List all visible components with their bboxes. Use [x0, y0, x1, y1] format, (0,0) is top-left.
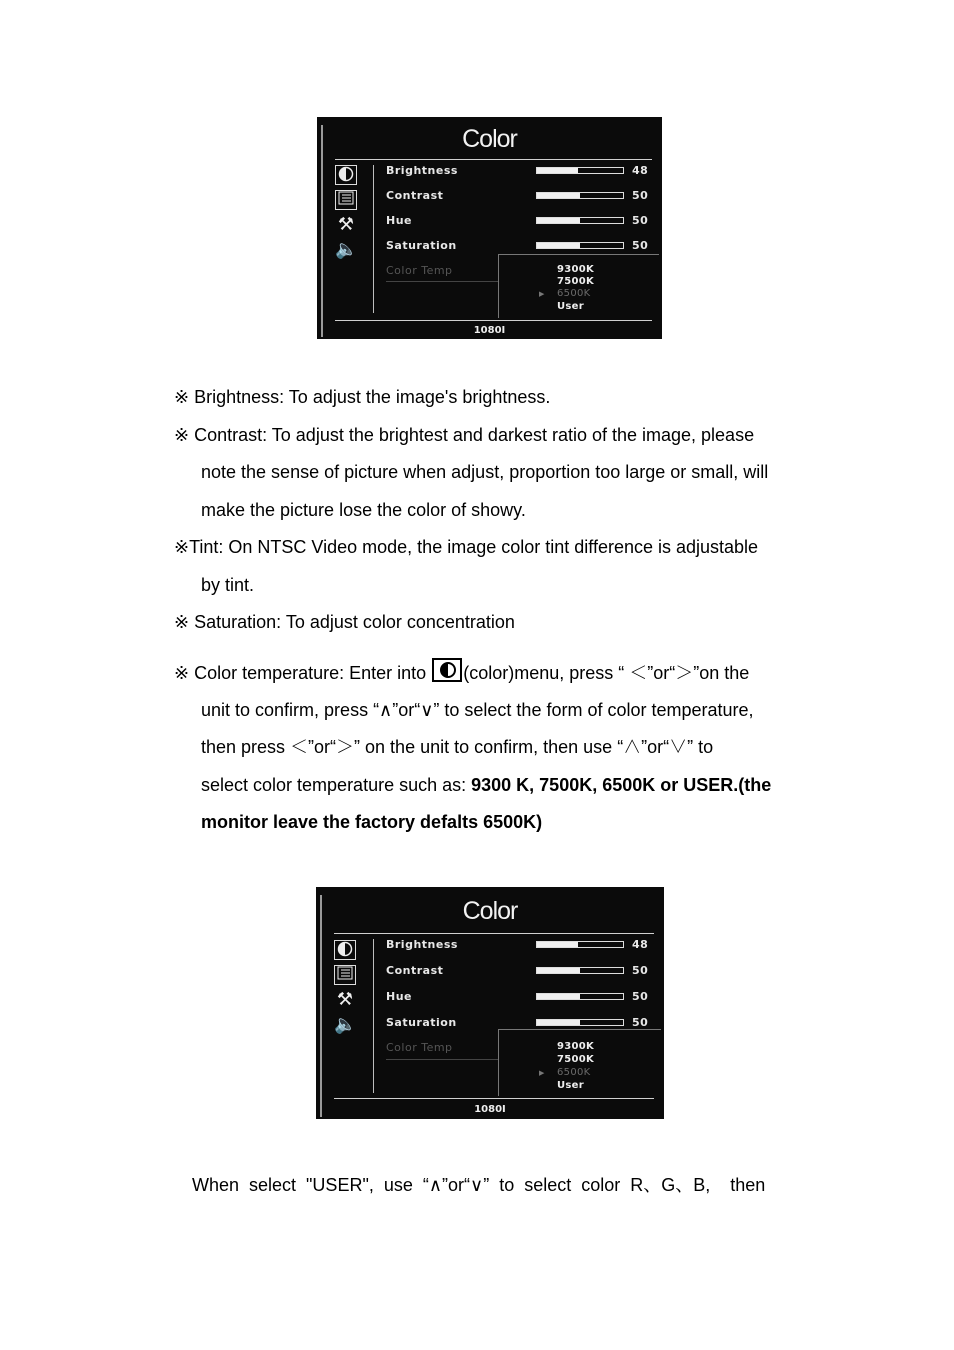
tools-icon: ⚒ [336, 989, 354, 1010]
option-6500k: 6500K [557, 288, 591, 299]
color-temp-note-line5: monitor leave the factory defalts 6500K) [201, 812, 543, 832]
level-bar [536, 1019, 624, 1026]
row-label: Contrast [386, 964, 444, 977]
left-edge-line [321, 125, 323, 337]
level-bar [536, 217, 624, 224]
color-temp-note-line2: unit to confirm, press “∧”or“∨” to select the form of color temperature, [201, 700, 754, 720]
color-temp-note-start: ※ Color temperature: Enter into [174, 663, 432, 683]
option-7500k: 7500K [557, 276, 595, 287]
option-user: User [557, 1080, 584, 1091]
icon-column-divider [373, 939, 374, 1093]
osd-row-hue [386, 211, 648, 231]
row-value: 50 [632, 1016, 649, 1029]
row-value: 50 [632, 964, 649, 977]
level-fill [537, 193, 580, 198]
option-9300k: 9300K [557, 264, 595, 275]
osd-row-hue [386, 987, 648, 1007]
row-label: Brightness [386, 164, 458, 177]
tint-note-line1: ※Tint: On NTSC Video mode, the image color tint difference is adjustable [174, 537, 759, 557]
osd-menu-icon [334, 965, 356, 985]
option-user: User [557, 301, 584, 312]
contrast-note-line2: note the sense of picture when adjust, proportion too large or small, will [201, 462, 769, 482]
osd-title: Color [462, 125, 517, 153]
brightness-contrast-icon [335, 165, 357, 185]
color-temp-submenu [498, 1029, 661, 1096]
color-temp-note-line3: then press ＜”or“＞” on the unit to confirm, then use “∧”or“∨” to [201, 737, 714, 757]
color-temp-submenu [498, 254, 659, 318]
resolution-label: 1080I [473, 325, 506, 336]
selection-arrow-icon: ▶ [539, 1069, 545, 1077]
row-label: Brightness [386, 938, 458, 951]
speaker-icon: 🔈 [335, 239, 358, 260]
color-temp-note-end: (color)menu, press “ ＜”or“＞”on the [463, 663, 750, 683]
level-bar [536, 993, 624, 1000]
row-label: Contrast [386, 189, 444, 202]
level-fill [537, 168, 578, 173]
level-fill [537, 994, 580, 999]
color-temp-options-text: 9300 K, 7500K, 6500K or USER.(the [471, 775, 772, 795]
icon-column-divider [373, 165, 374, 313]
level-bar [536, 242, 624, 249]
color-temp-note-line4 [201, 775, 771, 795]
option-9300k: 9300K [557, 1041, 595, 1052]
option-6500k: 6500K [557, 1067, 591, 1078]
level-fill [537, 1020, 580, 1025]
row-value: 50 [632, 214, 649, 227]
row-label: Hue [386, 214, 412, 227]
level-fill [537, 942, 578, 947]
user-select-note: When select "USER", use “∧”or“∨” to select color R、G、B, then [192, 1175, 766, 1195]
color-temp-label: Color Temp [386, 1041, 453, 1054]
color-temp-label: Color Temp [386, 264, 453, 277]
brightness-contrast-icon [334, 940, 356, 960]
row-value: 48 [632, 938, 649, 951]
level-bar [536, 167, 624, 174]
selection-arrow-icon: ▶ [539, 290, 545, 298]
level-fill [537, 968, 580, 973]
level-bar [536, 941, 624, 948]
color-osd-screenshot-2 [316, 887, 664, 1119]
row-label: Saturation [386, 1016, 457, 1029]
left-edge-line [320, 895, 322, 1117]
color-menu-icon [432, 658, 462, 682]
color-temp-underline [386, 1059, 498, 1060]
level-bar [536, 192, 624, 199]
option-7500k: 7500K [557, 1054, 595, 1065]
brightness-note: ※ Brightness: To adjust the image's brightness. [174, 387, 551, 407]
color-temp-note-line4-start: select color temperature such as: [201, 775, 472, 795]
osd-row-saturation [386, 236, 648, 256]
color-temp-underline [386, 281, 498, 282]
title-divider [335, 159, 652, 160]
level-fill [537, 218, 580, 223]
level-bar [536, 967, 624, 974]
tint-note-line2: by tint. [201, 575, 255, 595]
color-osd-screenshot-1 [317, 117, 662, 339]
tools-icon: ⚒ [337, 214, 355, 235]
row-value: 48 [632, 164, 649, 177]
contrast-note-line3: make the picture lose the color of showy. [201, 500, 526, 520]
bottom-divider [335, 320, 652, 321]
row-label: Hue [386, 990, 412, 1003]
osd-title: Color [462, 897, 518, 925]
color-temp-note-line1 [174, 658, 749, 683]
speaker-icon: 🔈 [334, 1014, 357, 1035]
contrast-note-line1: ※ Contrast: To adjust the brightest and darkest ratio of the image, please [174, 425, 755, 445]
row-value: 50 [632, 189, 649, 202]
osd-icon-column [335, 165, 359, 265]
resolution-label: 1080I [474, 1104, 506, 1115]
saturation-note: ※ Saturation: To adjust color concentration [174, 612, 515, 632]
osd-row-brightness [386, 161, 648, 181]
row-value: 50 [632, 990, 649, 1003]
row-value: 50 [632, 239, 649, 252]
osd-row-brightness [386, 935, 648, 955]
row-label: Saturation [386, 239, 457, 252]
osd-icon-column [334, 940, 358, 1040]
osd-menu-icon [335, 190, 357, 210]
title-divider [334, 933, 654, 934]
bottom-divider [334, 1098, 654, 1099]
osd-row-contrast [386, 186, 648, 206]
osd-row-contrast [386, 961, 648, 981]
level-fill [537, 243, 580, 248]
